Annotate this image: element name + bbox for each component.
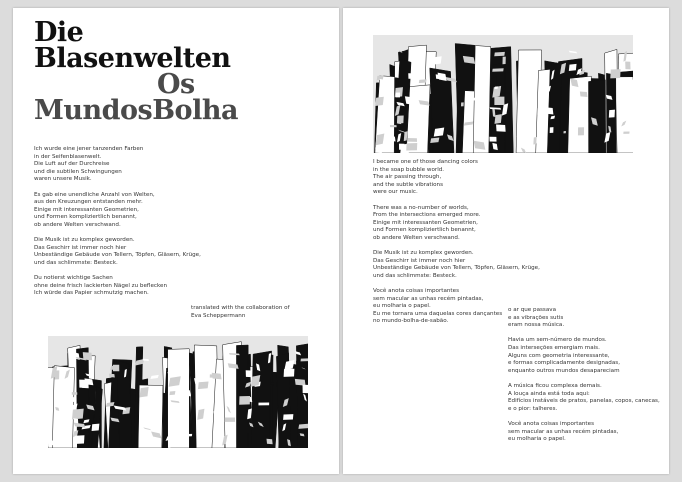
poem-line: Unbeständige Gebäude von Tellern, Töpfen, Gläsern, Krüge, <box>34 252 201 259</box>
portuguese-poem <box>508 307 660 451</box>
poem-line: und das schlimmste: Besteck. <box>34 259 118 266</box>
poem-line: sem macular as unhas recém pintadas, <box>508 428 619 435</box>
poem-line: und Formen kompliziertlich benannt, <box>373 227 476 234</box>
poem-line: Você anota coisas importantes <box>373 288 459 295</box>
poem-line: ob andere Welten verschwand. <box>373 234 460 241</box>
poem-line: sem macular as unhas recém pintadas, <box>373 295 484 302</box>
cityscape-illustration-left <box>48 336 308 448</box>
stanza <box>508 337 660 375</box>
credit-line: translated with the collaboration of <box>191 305 290 311</box>
poem-line: aus den Kreuzungen entstanden mehr. <box>34 199 143 206</box>
stanza <box>508 421 660 444</box>
poem-line: Es gab eine unendliche Anzahl von Welten, <box>34 191 155 198</box>
poem-line: eu molharia o papel. <box>508 436 566 443</box>
poem-line: Ich wurde eine jener tanzenden Farben <box>34 146 144 152</box>
title-line-4: MundosBolha <box>34 95 238 126</box>
german-poem <box>34 146 201 305</box>
title-line-1: Die <box>34 17 84 48</box>
poem-line: There was a no-number of worlds, <box>373 204 469 211</box>
stanza <box>34 192 201 230</box>
poem-line: waren unsere Musik. <box>34 176 92 183</box>
poem-line: A louça ainda está toda aqui: <box>508 390 590 397</box>
stanza <box>34 237 201 267</box>
poem-line: e formas complicadamente designadas, <box>508 360 620 367</box>
poem-line: Das Geschirr ist immer noch hier <box>373 257 466 264</box>
poem-line: Edifícios instáveis de pratos, panelas, copos, canecas, <box>508 398 660 405</box>
poem-line: The air passing through, <box>373 174 442 181</box>
stanza <box>34 146 201 184</box>
poem-line: no mundo-bolha-de-sabão. <box>373 318 449 325</box>
poem-line: Das Geschirr ist immer noch hier <box>34 244 127 251</box>
poem-line: I became one of those dancing colors <box>373 159 478 165</box>
poem-line: Die Musik ist zu komplex geworden. <box>373 250 474 257</box>
poem-line: and the subtle vibrations <box>373 181 444 188</box>
poem-line: Die Luft auf der Durchreise <box>34 161 110 168</box>
poem-line: A música ficou complexa demais. <box>508 382 602 389</box>
stanza <box>508 383 660 413</box>
poem-line: ob andere Welten verschwand. <box>34 221 121 228</box>
title-line-2: Blasenwelten <box>34 43 231 74</box>
stanza <box>34 275 201 298</box>
poem-line: Einige mit interessanten Geometrien, <box>34 206 139 213</box>
stanza <box>373 205 540 243</box>
poem-line: o ar que passava <box>508 307 556 313</box>
poem-line: Alguns com geometria interessante, <box>508 352 610 359</box>
credit-line: Eva Scheppermann <box>191 312 246 319</box>
poem-line: und das schlimmste: Besteck. <box>373 272 457 279</box>
poem-line: Você anota coisas importantes <box>508 420 594 427</box>
poem-line: Einige mit interessanten Geometrien, <box>373 219 478 226</box>
poem-line: eu molharia o papel. <box>373 303 431 310</box>
poem-line: eram nossa música. <box>508 322 565 329</box>
poem-line: Die Musik ist zu komplex geworden. <box>34 237 135 244</box>
poem-line: in der Seifenblasenwelt. <box>34 153 102 160</box>
poem-line: e o pior: talheres. <box>508 405 558 412</box>
poem-line: Ich würde das Papier schmutzig machen. <box>34 290 149 297</box>
poem-line: Eu me tornara uma daquelas cores dançantes <box>373 310 503 317</box>
poem-line: in the soap bubble world. <box>373 166 445 173</box>
book-title <box>34 17 238 126</box>
poem-line: Havia um sem-número de mundos. <box>508 337 607 344</box>
stanza <box>508 307 660 330</box>
stanza <box>373 159 540 197</box>
poem-line: enquanto outros mundos desapareciam <box>508 367 620 374</box>
cityscape-illustration-right <box>373 35 633 153</box>
poem-line: were our music. <box>373 189 418 196</box>
title-line-3: Os <box>157 69 195 100</box>
poem-line: Du notierst wichtige Sachen <box>34 275 113 282</box>
poem-line: From the intersections emerged more. <box>373 212 481 219</box>
poem-line: und Formen kompliziertlich benannt, <box>34 214 137 221</box>
poem-line: und die subtilen Schwingungen <box>34 168 122 175</box>
poem-line: Unbeständige Gebäude von Tellern, Töpfen, Gläsern, Krüge, <box>373 265 540 272</box>
poem-line: ohne deine frisch lackierten Nägel zu beflecken <box>34 282 167 289</box>
poem-line: Das interseções emergiam mais. <box>508 344 600 351</box>
translation-credit <box>191 305 290 320</box>
stanza <box>373 250 540 280</box>
poem-line: e as vibrações sutis <box>508 314 564 321</box>
